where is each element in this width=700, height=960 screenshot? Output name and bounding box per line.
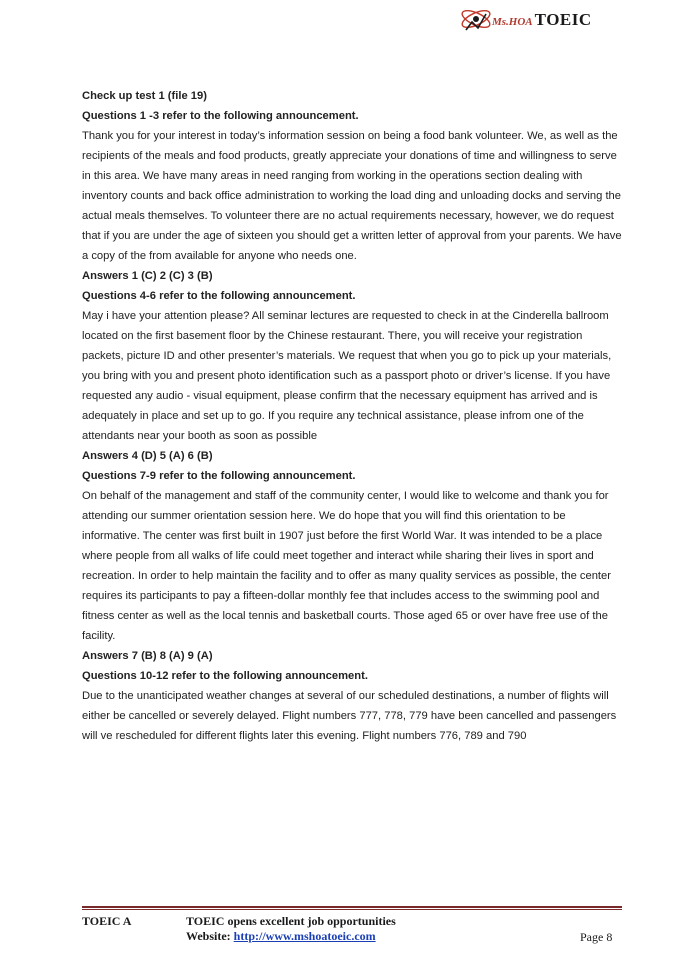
logo-text (492, 10, 592, 30)
page-number: Page 8 (580, 930, 613, 944)
website-link[interactable]: http://www.mshoatoeic.com (233, 929, 376, 943)
logo-ms: Ms.HOA (492, 16, 533, 28)
document-body (82, 86, 622, 746)
page-title: Check up test 1 (file 19) (82, 90, 207, 102)
question-heading-2: Questions 4-6 refer to the following announcement. (82, 290, 356, 302)
footer-website-label: Website: (186, 929, 231, 943)
answers-2: Answers 4 (D) 5 (A) 6 (B) (82, 450, 213, 462)
footer-website (186, 929, 396, 944)
question-heading-4: Questions 10-12 refer to the following announcement. (82, 670, 368, 682)
announcement-paragraph-2: May i have your attention please? All seminar lectures are requested to check in at the Cinderella ballroom located on the first basement floor by the Chinese restaurant. There, you will receive your registration packets, picture ID and other presenter’s materials. We request that when you go to pick up your materials, you bring with you and present photo identification such as a passport photo or driver’s license. If you have requested any audio - visual equipment, please confirm that the necessary equipment has arrived and is adequately in place and set up to go. If you require any technical assistance, please infrom one of the attendants near your booth as soon as possible (82, 310, 612, 442)
footer-info (186, 914, 396, 944)
footer-divider-thin (82, 909, 622, 910)
footer-divider (82, 906, 622, 908)
answers-1: Answers 1 (C) 2 (C) 3 (B) (82, 270, 213, 282)
question-heading-3: Questions 7-9 refer to the following announcement. (82, 470, 356, 482)
brand-logo (458, 4, 618, 34)
announcement-paragraph-1: Thank you for your interest in today’s information session on being a food bank volunteer. We, as well as the recipients of the meals and food products, greatly appreciate your donations of time and willingness to serve in this area. We have many areas in need ranging from working in the operations section dealing with inventory counts and back office administration to working the load ding and unloading docks and serving the actual meals themselves. To volunteer there are no actual requirements necessary, however, we do request that if you are under the age of sixteen you should get a written letter of approval from your parents. We have a copy of the from available for anyone who needs one. (82, 130, 622, 262)
logo-toeic: TOEIC (534, 10, 592, 29)
footer-tagline: TOEIC opens excellent job opportunities (186, 914, 396, 928)
announcement-paragraph-4: Due to the unanticipated weather changes at several of our scheduled destinations, a number of flights will either be cancelled or severely delayed. Flight numbers 777, 778, 779 have been cancelled and passengers will ve rescheduled for different flights later this evening. Flight numbers 776, 789 and 790 (82, 690, 617, 742)
question-heading-1: Questions 1 -3 refer to the following announcement. (82, 110, 359, 122)
answers-3: Answers 7 (B) 8 (A) 9 (A) (82, 650, 213, 662)
announcement-paragraph-3: On behalf of the management and staff of the community center, I would like to welcome and thank you for attending our summer orientation session here. We do hope that you will find this orientation to be informative. The center was first built in 1907 just before the first World War. It was intended to be a place where people from all walks of life could meet together and interact while sharing their lives in sport and recreation. In order to help maintain the facility and to offer as many quality services as possible, the center requires its participants to pay a fifteen-dollar monthly fee that includes access to the swimming pool and fitness center as well as the local tennis and basketball courts. Those aged 65 or over have free use of the facility. (82, 490, 611, 642)
footer-course: TOEIC A (82, 914, 132, 928)
